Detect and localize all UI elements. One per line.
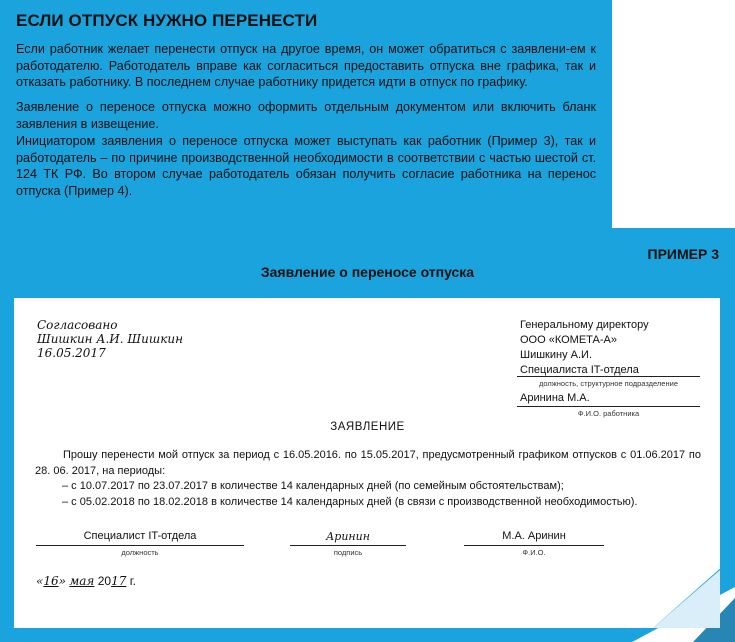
signature-name: М.А. Аринин bbox=[502, 530, 566, 542]
signature-caption: подпись bbox=[333, 548, 363, 557]
info-paragraph-1: Если работник желает перенести отпуск на другое время, он может обратиться с заявлени-ем к работодателю. Работодатель вправе как согласиться предоставить отпуска вне графика, так и отказать работнику. В последнем случае работнику придется идти в отпуск по графику. bbox=[16, 42, 596, 90]
approval-line-1: Согласовано bbox=[37, 318, 118, 332]
period-item-2: – с 05.02.2018 по 18.02.2018 в количестве 14 календарных дней (в связи с производственной необходимостью). bbox=[62, 496, 638, 508]
approval-note bbox=[37, 318, 183, 360]
signature-name-line bbox=[464, 545, 604, 546]
date-month: мая bbox=[69, 574, 95, 588]
signature-position-line bbox=[36, 545, 244, 546]
date-year-suffix: 17 bbox=[111, 574, 127, 588]
approval-line-2: Шишкин А.И. Шишкин bbox=[37, 332, 183, 346]
signature-position: Специалист IT-отдела bbox=[83, 530, 197, 542]
signature-handwritten: Аринин bbox=[325, 530, 371, 543]
date-suffix: г. bbox=[129, 574, 136, 588]
date-close-quote: » bbox=[58, 574, 66, 588]
info-box-title: ЕСЛИ ОТПУСК НУЖНО ПЕРЕНЕСТИ bbox=[16, 11, 318, 30]
statement-body: Прошу перенести мой отпуск за период с 16.05.2016. по 15.05.2017, предусмотренный графиком отпусков с 01.06.2017 по 28. 06. 2017, на периоды: bbox=[35, 449, 701, 477]
example-label: ПРИМЕР 3 bbox=[647, 246, 719, 262]
document-date bbox=[36, 574, 136, 588]
example-header-background bbox=[0, 228, 735, 298]
info-paragraph-3: Инициатором заявления о переносе отпуска может выступать как работник (Пример 3), так и работодатель – по причине производственной необходимости в соответствии с частью шестой ст. 124 ТК РФ. Во втором случае работодатель обязан получить согласие работника на перенос отпуска (Пример 4). bbox=[16, 134, 596, 198]
employee-name: Аринина М.А. bbox=[520, 392, 590, 404]
info-paragraph-2: Заявление о переносе отпуска можно оформить отдельным документом или включить бланк заявления в извещение. bbox=[16, 100, 596, 131]
addressee-line-1: Генеральному директору bbox=[520, 319, 649, 331]
signature-line bbox=[290, 545, 406, 546]
signature-position-caption: должность bbox=[121, 548, 159, 557]
date-open-quote: « bbox=[36, 574, 44, 588]
period-item-1: – с 10.07.2017 по 23.07.2017 в количестве 14 календарных дней (по семейным обстоятельствам); bbox=[62, 480, 564, 492]
approval-line-3: 16.05.2017 bbox=[37, 346, 106, 360]
position-underline bbox=[517, 376, 700, 377]
date-year-prefix: 20 bbox=[97, 574, 112, 588]
employee-name-caption: Ф.И.О. работника bbox=[577, 409, 640, 418]
addressee-line-3: Шишкину А.И. bbox=[520, 349, 592, 361]
addressee-block bbox=[520, 318, 649, 378]
addressee-line-4: Специалиста IT-отдела bbox=[520, 364, 639, 376]
date-day: 16 bbox=[43, 574, 59, 588]
example-heading: Заявление о переносе отпуска bbox=[260, 264, 475, 280]
position-caption: должность, структурное подразделение bbox=[539, 379, 678, 388]
signature-name-caption: Ф.И.О. bbox=[522, 548, 546, 557]
statement-title: ЗАЯВЛЕНИЕ bbox=[330, 421, 405, 433]
addressee-line-2: ООО «КОМЕТА-А» bbox=[520, 334, 617, 346]
employee-name-underline bbox=[517, 406, 700, 407]
